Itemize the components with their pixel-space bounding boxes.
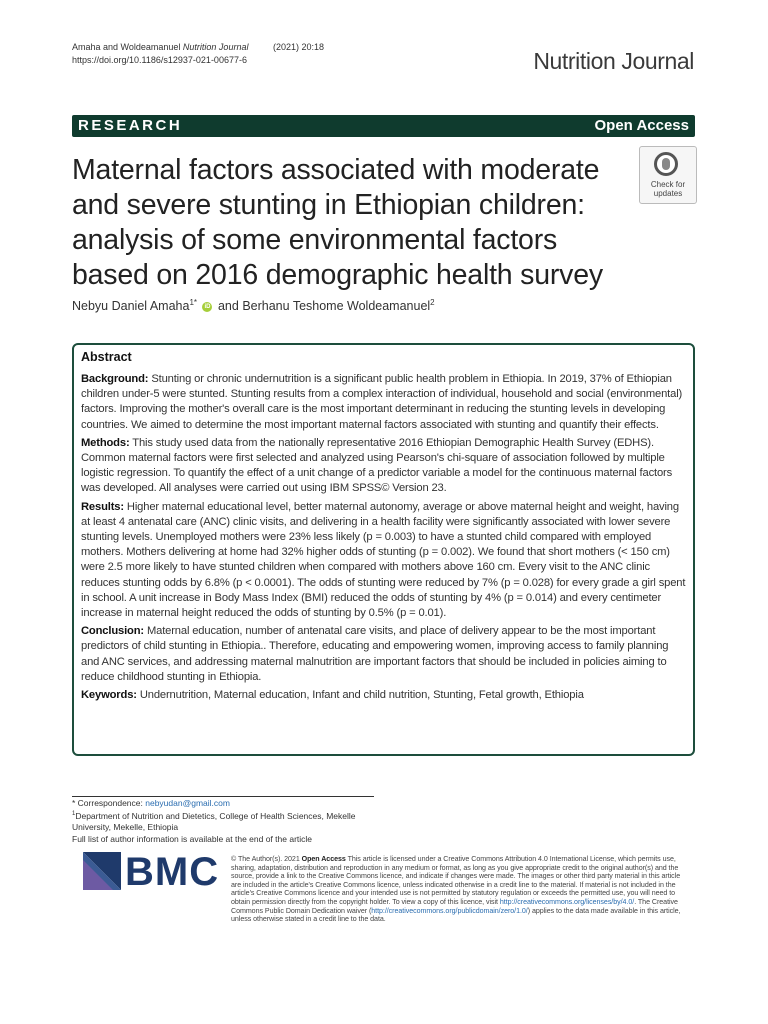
author-1-affiliation: 1* xyxy=(189,298,197,307)
check-for-updates-icon xyxy=(654,152,678,176)
footnote-divider xyxy=(72,796,374,797)
correspondence-email[interactable]: nebyudan@gmail.com xyxy=(145,798,230,808)
check-updates-line2: updates xyxy=(653,189,683,198)
doi-link[interactable]: https://doi.org/10.1186/s12937-021-00677-6 xyxy=(72,55,247,65)
author-conjunction: and xyxy=(217,299,243,314)
more-info-line: Full list of author information is available at the end of the article xyxy=(72,833,313,844)
license-text-3: ) applies to the data made available in this article, unless otherwise stated in a credit line to the data. xyxy=(231,906,681,924)
bmc-logo-text: BMC xyxy=(125,850,220,894)
abstract-methods xyxy=(81,436,686,497)
running-header xyxy=(72,41,324,67)
results-text: Higher maternal educational level, better maternal autonomy, average or above maternal height and weight, having at least 4 antenatal care (ANC) clinic visits, and delivering in a health facility were significantly associated with lower severe stunting levels. Unemployed mothers were 23% less likely (p = 0.003) to have a stunted child compared with employed mothers. Mothers delivering at home had 32% higher odds of stunting (p = 0.002). We found that short mothers (< 150 cm) were 2.5 more likely to have stunted children when compared with mothers above 160 cm. Every visit to the ANC clinic reduces stunting odds by 6.8% (p < 0.0001). The odds of stunting were reduced by 7% (p = 0.028) for every grade a girl spent in school. A unit increase in Body Mass Index (BMI) reduced the odds of stunting by 4% (p = 0.014) and every centimeter increase in maternal height reduced the odds of stunting by 0.5% (p = 0.01). xyxy=(81,500,686,620)
open-access-label: Open Access xyxy=(594,117,689,134)
journal-name: Nutrition Journal xyxy=(533,48,694,74)
abstract-conclusion xyxy=(81,624,686,685)
abstract-box xyxy=(72,343,695,756)
header-year-volume: (2021) 20:18 xyxy=(272,42,325,52)
results-label: Results: xyxy=(81,500,124,513)
license-open-access: Open Access xyxy=(301,855,346,863)
license-text-2: . The Creative Commons Public Domain Dedication waiver ( xyxy=(231,897,678,915)
abstract-keywords xyxy=(81,688,686,703)
background-label: Background: xyxy=(81,373,149,385)
affiliation-sup: 1 xyxy=(72,811,76,818)
orcid-icon[interactable]: iD xyxy=(204,303,211,310)
keywords-text: Undernutrition, Maternal education, Infant and child nutrition, Stunting, Fetal growth, Ethiopia xyxy=(139,689,584,702)
conclusion-text: Maternal education, number of antenatal care visits, and place of delivery appear to be the most important predictors of child stunting in Ethiopia.. Therefore, educating and empowering women, improving access to family planning and ANC services, and addressing maternal malnutrition are important factors that should be included in policies aiming to reduce childhood stunting in Ethiopia. xyxy=(81,625,669,683)
methods-label: Methods: xyxy=(81,436,130,449)
author-1[interactable]: Nebyu Daniel Amaha xyxy=(72,299,190,314)
article-type-label: RESEARCH xyxy=(78,117,183,134)
header-authors: Amaha and Woldeamanuel xyxy=(72,42,181,52)
article-type-banner xyxy=(72,115,695,137)
correspondence-line xyxy=(72,798,372,809)
license-text-1: This article is licensed under a Creative Commons Attribution 4.0 International License, which permits use, sharing, adaptation, distribution and reproduction in any medium or format, as long as you give appropriate credit to the original author(s) and the source, provide a link to the Creative Commons licence, and indicate if changes were made. The images or other third party material in this article are included in the article's Creative Commons licence, unless indicated otherwise in a credit line to the material. If material is not included in the article's Creative Commons licence and your intended use is not permitted by statutory regulation or exceeds the permitted use, you will need to obtain permission directly from the copyright holder. To view a copy of this licence, visit xyxy=(231,855,681,906)
abstract-heading: Abstract xyxy=(81,350,132,364)
bmc-logo[interactable] xyxy=(83,852,218,892)
methods-text: This study used data from the nationally representative 2016 Ethiopian Demographic Health Survey (EDHS). Common maternal factors were first selected and analyzed using Pearson's chi-square of association followed by multiple logistic regression. To quantify the effect of a unit change of a predictor variable a model for the continuous maternal factors was developed. All analyses were carried out using IBM SPSS© Version 23. xyxy=(81,436,673,495)
keywords-label: Keywords: xyxy=(81,689,137,702)
check-updates-line1: Check for xyxy=(650,180,686,189)
header-journal: Nutrition Journal xyxy=(182,42,249,52)
abstract-results xyxy=(81,500,686,622)
footnotes xyxy=(72,798,372,845)
background-text: Stunting or chronic undernutrition is a significant public health problem in Ethiopia. In 2019, 37% of Ethiopian children under-5 were stunted. Stunting results from a complex interaction of individual, household and social (environmental) factors. Improving the mother's overall care is the most important determinant in reducing the stunting levels in developing countries. We aimed to determine the most important maternal factors associated with stunting and quantify their effects. xyxy=(81,373,683,431)
license-statement xyxy=(231,855,681,924)
correspondence-label: * Correspondence: xyxy=(72,798,146,808)
affiliation-text: Department of Nutrition and Dietetics, College of Health Sciences, Mekelle University, Mekelle, Ethiopia xyxy=(72,811,356,833)
article-title: Maternal factors associated with moderate and severe stunting in Ethiopian children: analysis of some environmental factors based on 2016 demographic health survey xyxy=(72,154,603,291)
license-prefix: © The Author(s). 2021 xyxy=(231,855,302,863)
author-2[interactable]: Berhanu Teshome Woldeamanuel xyxy=(242,299,431,314)
license-link-cc0[interactable]: http://creativecommons.org/publicdomain/zero/1.0/ xyxy=(371,906,528,915)
license-link-cc-by[interactable]: http://creativecommons.org/licenses/by/4.0/ xyxy=(499,897,635,906)
conclusion-label: Conclusion: xyxy=(81,625,144,638)
abstract-background xyxy=(81,372,686,433)
bmc-logo-mark xyxy=(83,852,121,890)
check-for-updates-badge[interactable] xyxy=(639,146,697,204)
author-2-affiliation: 2 xyxy=(430,298,435,307)
affiliation-line xyxy=(72,809,372,833)
author-list xyxy=(72,298,435,313)
